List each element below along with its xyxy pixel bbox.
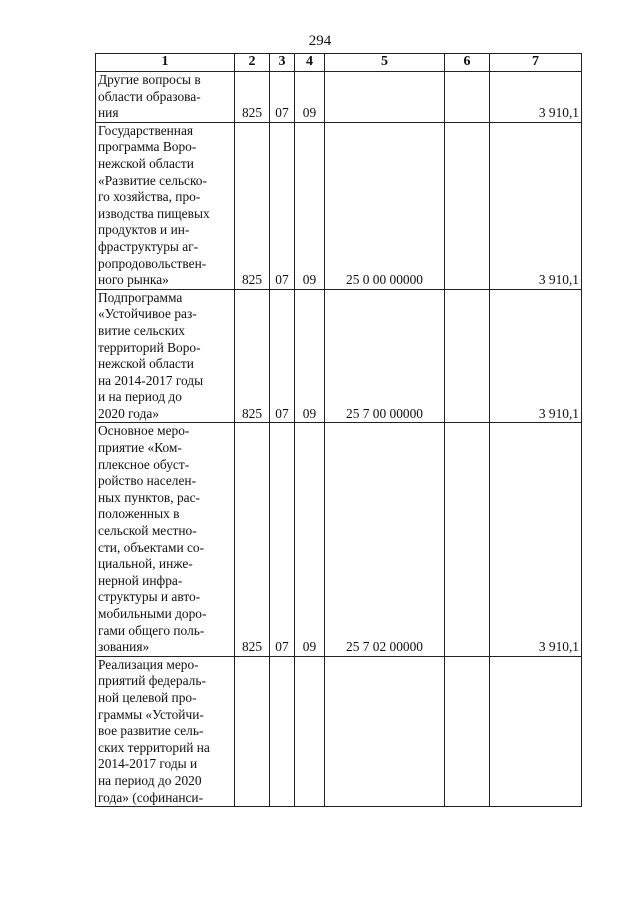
row-target-article bbox=[325, 656, 445, 806]
row-name-line: приятий федераль- bbox=[98, 673, 206, 689]
row-section-code: 07 bbox=[270, 289, 295, 423]
row-name-line: ских территорий на bbox=[98, 739, 210, 755]
row-name-line: сельской местно- bbox=[98, 523, 197, 539]
row-section-code: 07 bbox=[270, 122, 295, 289]
row-name-line: вое развитие сель- bbox=[98, 723, 204, 739]
row-name-line: сти, объектами со- bbox=[98, 539, 205, 555]
header-col-3: 3 bbox=[270, 54, 295, 72]
row-name-line: 2014-2017 годы и bbox=[98, 756, 198, 772]
row-name-line: на период до 2020 bbox=[98, 772, 202, 788]
row-name-line: продуктов и ин- bbox=[98, 222, 190, 238]
row-subsection-code: 09 bbox=[295, 122, 325, 289]
row-name-line: ния bbox=[98, 105, 119, 121]
row-amount bbox=[490, 656, 582, 806]
row-expense-type bbox=[445, 72, 490, 123]
row-name-line: области образова- bbox=[98, 88, 201, 104]
row-name-line: витие сельских bbox=[98, 322, 185, 338]
row-name-line: «Устойчивое раз- bbox=[98, 306, 197, 322]
row-section-code bbox=[270, 656, 295, 806]
row-name-line: ного рынка» bbox=[98, 272, 169, 288]
row-name-line: циальной, инже- bbox=[98, 556, 193, 572]
row-target-article: 25 0 00 00000 bbox=[325, 122, 445, 289]
row-amount: 3 910,1 bbox=[490, 289, 582, 423]
row-expense-type bbox=[445, 423, 490, 656]
row-name-line: нерной инфра- bbox=[98, 572, 183, 588]
header-col-7: 7 bbox=[490, 54, 582, 72]
page-number: 294 bbox=[308, 33, 332, 49]
header-col-6: 6 bbox=[445, 54, 490, 72]
table-row bbox=[96, 122, 582, 289]
table-row bbox=[96, 72, 582, 123]
row-amount: 3 910,1 bbox=[490, 423, 582, 656]
row-name-line: «Развитие сельско- bbox=[98, 172, 207, 188]
budget-table bbox=[95, 53, 582, 807]
row-subsection-code: 09 bbox=[295, 72, 325, 123]
row-name-line: на 2014-2017 годы bbox=[98, 372, 204, 388]
row-name-line: нежской области bbox=[98, 356, 194, 372]
row-name-line: Подпрограмма bbox=[98, 289, 183, 305]
row-ministry-code: 825 bbox=[235, 122, 270, 289]
row-name-line: гами общего поль- bbox=[98, 622, 205, 638]
row-name-line: го хозяйства, про- bbox=[98, 189, 201, 205]
row-name-cell bbox=[96, 656, 235, 806]
row-name-line: изводства пищевых bbox=[98, 205, 210, 221]
row-name-line: и на период до bbox=[98, 389, 182, 405]
row-amount: 3 910,1 bbox=[490, 122, 582, 289]
row-name-cell bbox=[96, 423, 235, 656]
row-name-line: территорий Воро- bbox=[98, 339, 201, 355]
table-row bbox=[96, 656, 582, 806]
header-row bbox=[96, 54, 582, 72]
row-name-line: ропродовольствен- bbox=[98, 255, 207, 271]
row-name-line: года» (софинанси- bbox=[98, 789, 204, 805]
row-name-line: положенных в bbox=[98, 506, 180, 522]
row-name-line: плексное обуст- bbox=[98, 456, 190, 472]
row-name-line: Другие вопросы в bbox=[98, 72, 201, 87]
header-col-1: 1 bbox=[96, 54, 235, 72]
row-target-article: 25 7 02 00000 bbox=[325, 423, 445, 656]
row-name-line: 2020 года» bbox=[98, 405, 160, 421]
row-name-line: ной целевой про- bbox=[98, 689, 197, 705]
row-expense-type bbox=[445, 122, 490, 289]
row-ministry-code bbox=[235, 656, 270, 806]
row-subsection-code: 09 bbox=[295, 423, 325, 656]
row-expense-type bbox=[445, 289, 490, 423]
row-name-line: приятие «Ком- bbox=[98, 440, 182, 456]
row-name-line: мобильными доро- bbox=[98, 606, 207, 621]
row-name-cell bbox=[96, 289, 235, 423]
header-col-4: 4 bbox=[295, 54, 325, 72]
row-amount: 3 910,1 bbox=[490, 72, 582, 123]
row-section-code: 07 bbox=[270, 72, 295, 123]
row-target-article: 25 7 00 00000 bbox=[325, 289, 445, 423]
table-row bbox=[96, 423, 582, 656]
row-ministry-code: 825 bbox=[235, 72, 270, 123]
header-col-5: 5 bbox=[325, 54, 445, 72]
header-col-2: 2 bbox=[235, 54, 270, 72]
row-name-line: нежской области bbox=[98, 155, 194, 171]
row-name-line: Государственная bbox=[98, 122, 194, 138]
row-subsection-code bbox=[295, 656, 325, 806]
row-name-line: фраструктуры аг- bbox=[98, 238, 199, 254]
row-name-line: ных пунктов, рас- bbox=[98, 489, 200, 505]
row-name-line: программа Воро- bbox=[98, 139, 197, 155]
row-target-article bbox=[325, 72, 445, 123]
row-name-cell bbox=[96, 72, 235, 123]
table-row bbox=[96, 289, 582, 423]
row-name-line: ройство населен- bbox=[98, 473, 197, 489]
row-expense-type bbox=[445, 656, 490, 806]
row-name-line: Основное меро- bbox=[98, 423, 190, 439]
row-ministry-code: 825 bbox=[235, 289, 270, 423]
row-name-line: Реализация меро- bbox=[98, 656, 199, 672]
row-subsection-code: 09 bbox=[295, 289, 325, 423]
row-section-code: 07 bbox=[270, 423, 295, 656]
row-name-line: граммы «Устойчи- bbox=[98, 706, 204, 722]
row-ministry-code: 825 bbox=[235, 423, 270, 656]
row-name-cell bbox=[96, 122, 235, 289]
row-name-line: структуры и авто- bbox=[98, 589, 201, 605]
row-name-line: зования» bbox=[98, 639, 150, 655]
